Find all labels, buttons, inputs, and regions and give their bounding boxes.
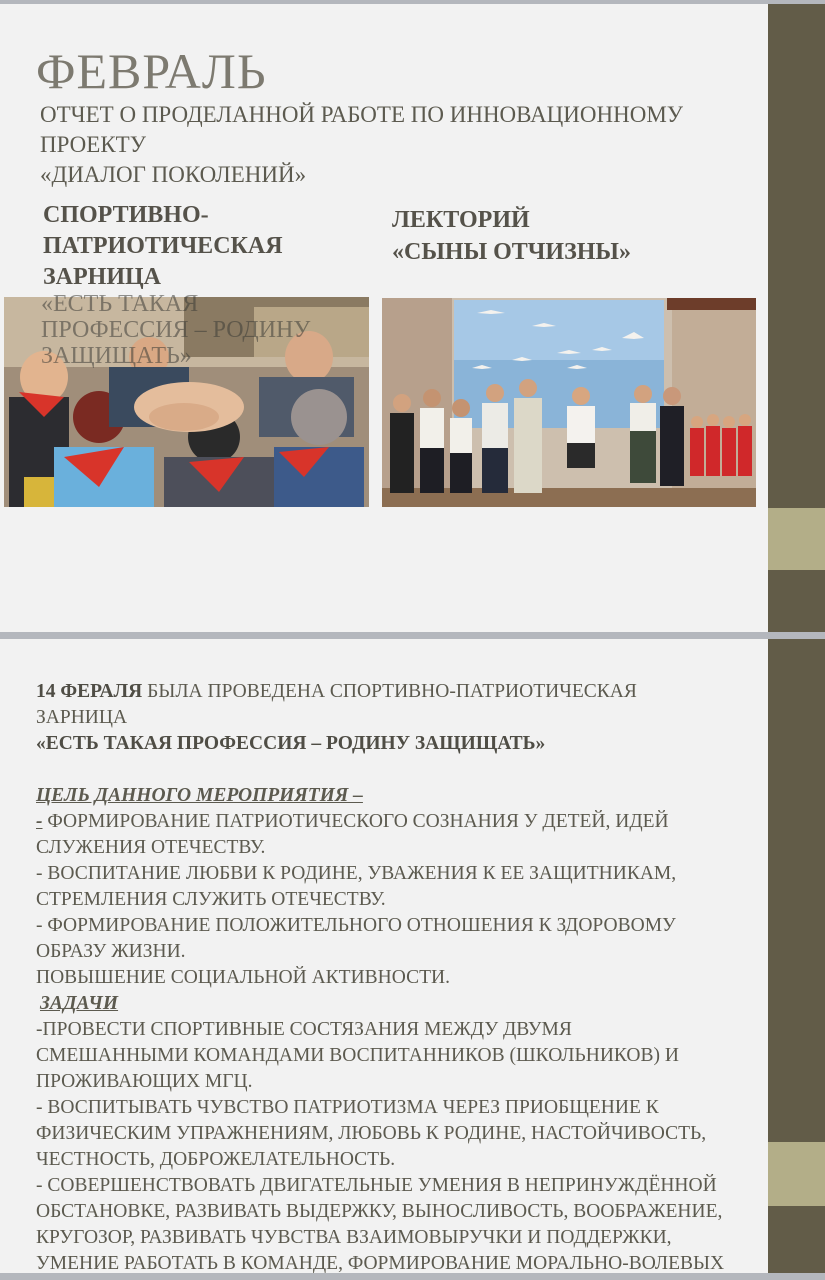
event-date: 14 ФЕРАЛЯ (36, 681, 143, 702)
sidebar-accent-band (768, 1142, 825, 1206)
sidebar-accent-band (768, 508, 825, 570)
spacer (36, 757, 726, 783)
goal-item-text: ФОРМИРОВАНИЕ ПАТРИОТИЧЕСКОГО СОЗНАНИЯ У ДЕТЕЙ, ИДЕЙ СЛУЖЕНИЯ ОТЕЧЕСТВУ. (36, 811, 669, 858)
lecture-name: «СЫНЫ ОТЧИЗНЫ» (392, 239, 631, 265)
lecture-photo (382, 298, 756, 507)
tasks-heading-row (36, 991, 726, 1017)
goal-item: - ФОРМИРОВАНИЕ ПОЛОЖИТЕЛЬНОГО ОТНОШЕНИЯ К ЗДОРОВОМУ ОБРАЗУ ЖИЗНИ. (36, 915, 676, 962)
goal-dash: - (36, 811, 43, 832)
slide-2 (0, 639, 825, 1273)
goal-item: ПОВЫШЕНИЕ СОЦИАЛЬНОЙ АКТИВНОСТИ. (36, 967, 450, 988)
report-title (40, 100, 740, 190)
lecture-photo-art (382, 298, 756, 507)
task-item: -ПРОВЕСТИ СПОРТИВНЫЕ СОСТЯЗАНИЯ МЕЖДУ ДВУМЯ СМЕШАННЫМИ КОМАНДАМИ ВОСПИТАННИКОВ (ШКОЛЬНИКОВ) И ПРОЖИВАЮЩИХ МГЦ. (36, 1019, 679, 1092)
goal-item (36, 809, 726, 861)
event-name: «ЕСТЬ ТАКАЯ ПРОФЕССИЯ – РОДИНУ ЗАЩИЩАТЬ» (36, 733, 546, 754)
event-intro (36, 679, 726, 731)
zarnitsa-title: СПОРТИВНО-ПАТРИОТИЧЕСКАЯ ЗАРНИЦА (43, 202, 283, 290)
lecture-title-line: ЛЕКТОРИЙ (392, 207, 530, 233)
zarnitsa-event-overlay: «ЕСТЬ ТАКАЯ ПРОФЕССИЯ – РОДИНУ ЗАЩИЩАТЬ» (41, 291, 311, 369)
slide-sidebar (768, 4, 825, 632)
slide-sidebar (768, 639, 825, 1273)
lecture-title (392, 204, 722, 268)
event-description (36, 679, 726, 1273)
project-name: «ДИАЛОГ ПОКОЛЕНИЙ» (40, 162, 307, 187)
report-title-line: ОТЧЕТ О ПРОДЕЛАННОЙ РАБОТЕ ПО ИННОВАЦИОННОМУ ПРОЕКТУ (40, 102, 684, 157)
slide-1 (0, 4, 825, 632)
goal-item: - ВОСПИТАНИЕ ЛЮБВИ К РОДИНЕ, УВАЖЕНИЯ К ЕЕ ЗАЩИТНИКАМ, СТРЕМЛЕНИЯ СЛУЖИТЬ ОТЕЧЕСТВУ. (36, 863, 677, 910)
task-item: - СОВЕРШЕНСТВОВАТЬ ДВИГАТЕЛЬНЫЕ УМЕНИЯ В НЕПРИНУЖДЁННОЙ ОБСТАНОВКЕ, РАЗВИВАТЬ ВЫДЕРЖКУ, ВЫНОСЛИВОСТЬ, ВООБРАЖЕНИЕ, КРУГОЗОР, РАЗВИВАТЬ ЧУВСТВА ВЗАИМОВЫРУЧКИ И ПОДДЕРЖКИ, УМЕНИЕ РАБОТАТЬ В КОМАНДЕ, ФОРМИРОВАНИЕ МОРАЛЬНО-ВОЛЕВЫХ (36, 1175, 725, 1273)
task-item: - ВОСПИТЫВАТЬ ЧУВСТВО ПАТРИОТИЗМА ЧЕРЕЗ ПРИОБЩЕНИЕ К ФИЗИЧЕСКИМ УПРАЖНЕНИЯМ, ЛЮБОВЬ К РОДИНЕ, НАСТОЙЧИВОСТЬ, ЧЕСТНОСТЬ, ДОБРОЖЕЛАТЕЛЬНОСТЬ. (36, 1097, 707, 1170)
event-intro-text: БЫЛА ПРОВЕДЕНА СПОРТИВНО-ПАТРИОТИЧЕСКАЯ ЗАРНИЦА (36, 681, 637, 728)
tasks-heading: ЗАДАЧИ (40, 993, 119, 1014)
goal-heading: ЦЕЛЬ ДАННОГО МЕРОПРИЯТИЯ – (36, 785, 363, 806)
month-title: ФЕВРАЛЬ (36, 43, 267, 99)
